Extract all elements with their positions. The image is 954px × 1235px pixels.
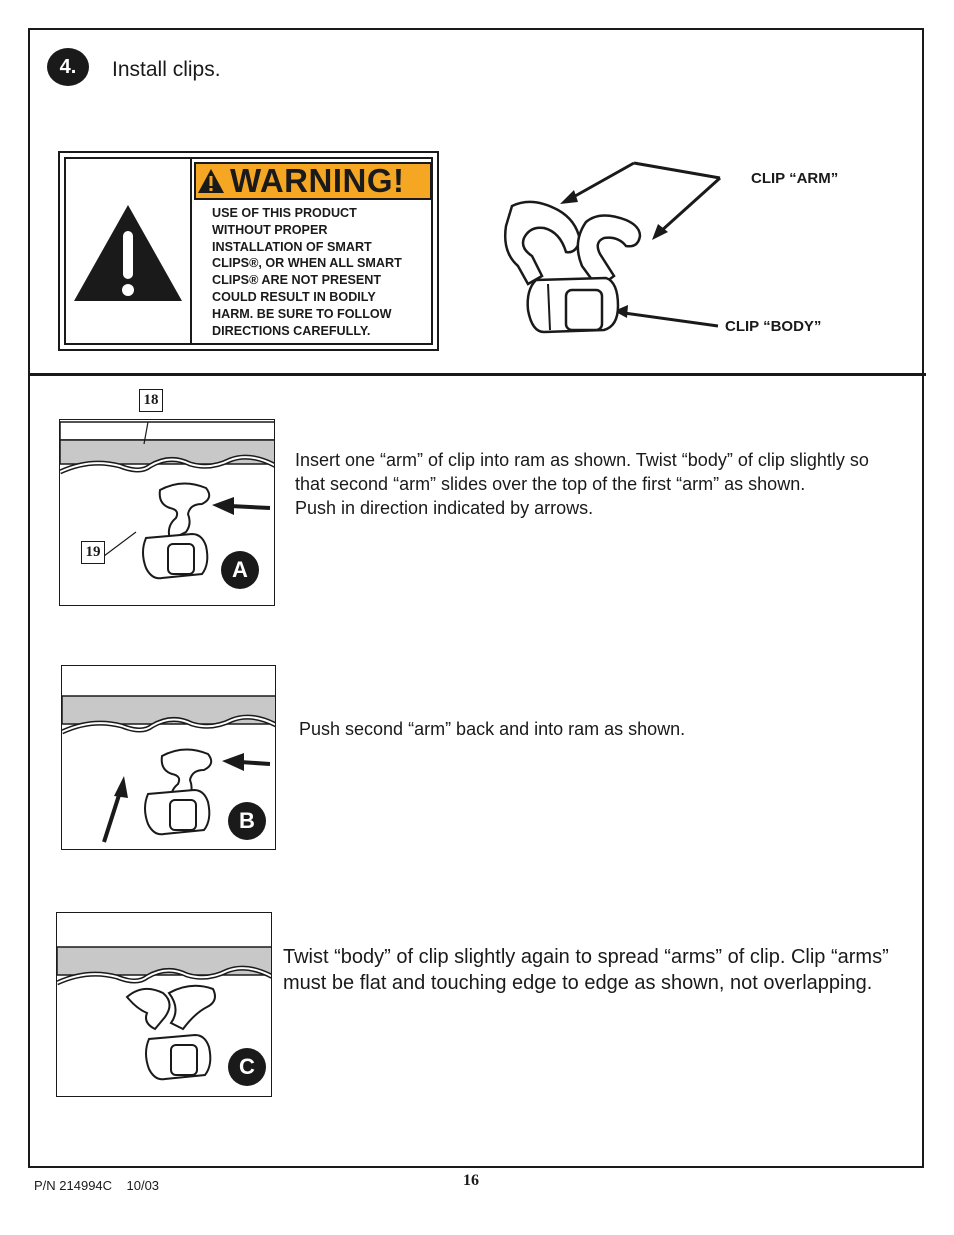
- step-title: Install clips.: [112, 58, 221, 81]
- warning-line: HARM. BE SURE TO FOLLOW: [212, 306, 392, 321]
- figure-b-badge: B: [228, 802, 266, 840]
- part-callout-18: 18: [139, 389, 163, 412]
- step-a-text-push: Push in direction indicated by arrows.: [295, 498, 594, 518]
- warning-line: USE OF THIS PRODUCT: [212, 206, 357, 220]
- clip-body-label: CLIP “BODY”: [725, 318, 822, 335]
- part-callout-19: 19: [81, 541, 105, 564]
- step-number-badge: 4.: [47, 48, 89, 86]
- warning-line: DIRECTIONS CAREFULLY.: [212, 323, 371, 338]
- figure-a-badge: A: [221, 551, 259, 589]
- warning-line: WITHOUT PROPER: [212, 222, 328, 237]
- clip-arm-label: CLIP “ARM”: [751, 170, 839, 187]
- step-c-text: Twist “body” of clip slightly again to spread “arms” of clip. Clip “arms” must be flat and touching edge to edge as shown, not overlapping.: [283, 946, 889, 994]
- step-a-instructions: [295, 448, 895, 520]
- figure-c-badge: C: [228, 1048, 266, 1086]
- warning-line: CLIPS®, OR WHEN ALL SMART: [212, 256, 402, 271]
- step-b-text: Push second “arm” back and into ram as shown.: [299, 719, 686, 739]
- warning-line: CLIPS® ARE NOT PRESENT: [212, 273, 382, 288]
- warning-heading: WARNING!: [230, 162, 405, 199]
- warning-line: COULD RESULT IN BODILY: [212, 289, 376, 304]
- part-number: P/N 214994C 10/03: [34, 1178, 160, 1193]
- warning-line: INSTALLATION OF SMART: [212, 239, 372, 254]
- step-a-text: Insert one “arm” of clip into ram as shown. Twist “body” of clip slightly so that second “arm” slides over the top of the first “arm” as shown.: [295, 450, 869, 494]
- page-number: 16: [463, 1172, 479, 1189]
